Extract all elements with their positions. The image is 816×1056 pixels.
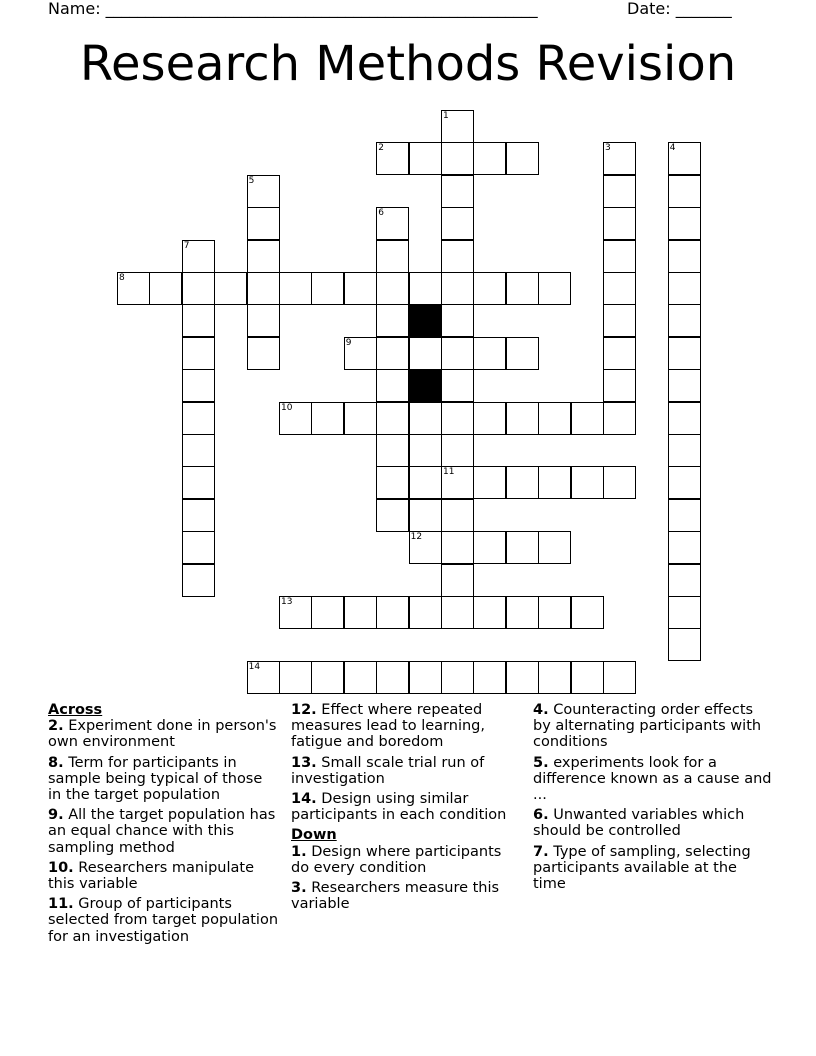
grid-cell[interactable] xyxy=(603,402,636,435)
grid-cell[interactable] xyxy=(506,337,539,370)
clue-number-10: 10 xyxy=(281,402,293,413)
grid-cell[interactable] xyxy=(506,596,539,629)
clue-number-13: 13 xyxy=(281,597,293,607)
grid-cell[interactable] xyxy=(603,240,636,273)
grid-cell[interactable] xyxy=(441,564,474,597)
grid-cell[interactable] xyxy=(538,661,571,694)
grid-cell[interactable] xyxy=(668,142,701,175)
grid-cell[interactable] xyxy=(441,304,474,337)
clue-across-13: 13. Small scale trial run of investigation xyxy=(291,754,485,787)
grid-cell[interactable] xyxy=(279,402,312,435)
clue-number-12: 12 xyxy=(410,532,423,543)
grid-cell[interactable] xyxy=(344,402,377,435)
grid-cell[interactable] xyxy=(409,402,442,435)
grid-cell[interactable] xyxy=(409,142,442,175)
grid-cell[interactable] xyxy=(279,661,312,694)
clue-across-14: 14. Design using similar participants in each condition xyxy=(291,791,507,824)
grid-cell[interactable] xyxy=(247,207,280,240)
grid-cell[interactable] xyxy=(668,240,701,273)
grid-cell[interactable] xyxy=(441,402,474,435)
grid-cell[interactable] xyxy=(247,272,280,305)
grid-cell[interactable] xyxy=(473,466,506,499)
grid-cell[interactable] xyxy=(506,402,539,435)
grid-cell[interactable] xyxy=(182,240,215,273)
grid-cell[interactable] xyxy=(668,337,701,370)
grid-cell[interactable] xyxy=(571,661,604,694)
grid-cell[interactable] xyxy=(441,369,474,402)
grid-cell[interactable] xyxy=(441,110,474,143)
grid-cell[interactable] xyxy=(344,337,377,370)
clue-column-3 xyxy=(533,702,773,896)
grid-cell[interactable] xyxy=(668,304,701,337)
grid-cell[interactable] xyxy=(571,466,604,499)
grid-cell[interactable] xyxy=(376,434,409,467)
grid-cell[interactable] xyxy=(441,661,474,694)
grid-cell[interactable] xyxy=(506,142,539,175)
grid-cell[interactable] xyxy=(409,531,442,564)
grid-cell[interactable] xyxy=(344,596,377,629)
grid-cell[interactable] xyxy=(214,272,247,305)
black-cell xyxy=(409,369,442,402)
clue-number-5: 5 xyxy=(248,175,255,186)
grid-cell[interactable] xyxy=(473,142,506,175)
grid-cell[interactable] xyxy=(473,402,506,435)
grid-cell[interactable] xyxy=(409,434,442,467)
grid-cell[interactable] xyxy=(603,369,636,402)
grid-cell[interactable] xyxy=(441,499,474,532)
grid-cell[interactable] xyxy=(441,240,474,273)
grid-cell[interactable] xyxy=(441,434,474,467)
grid-cell[interactable] xyxy=(376,337,409,370)
clue-down-5: 5. experiments look for a difference known as a cause and ... xyxy=(533,754,772,804)
grid-cell[interactable] xyxy=(376,661,409,694)
grid-cell[interactable] xyxy=(441,207,474,240)
grid-cell[interactable] xyxy=(506,661,539,694)
clue-number-11: 11 xyxy=(443,467,455,478)
grid-cell[interactable] xyxy=(441,175,474,208)
clue-number-2: 2 xyxy=(378,143,384,154)
grid-cell[interactable] xyxy=(668,369,701,402)
grid-cell[interactable] xyxy=(117,272,150,305)
clue-number-8: 8 xyxy=(119,273,125,283)
grid-cell[interactable] xyxy=(538,596,571,629)
grid-cell[interactable] xyxy=(668,207,701,240)
grid-cell[interactable] xyxy=(182,499,215,532)
grid-cell[interactable] xyxy=(376,240,409,273)
grid-cell[interactable] xyxy=(668,564,701,597)
clue-number-3: 3 xyxy=(605,143,611,154)
grid-cell[interactable] xyxy=(376,304,409,337)
grid-cell[interactable] xyxy=(538,531,571,564)
grid-cell[interactable] xyxy=(376,596,409,629)
grid-cell[interactable] xyxy=(538,402,571,435)
grid-cell[interactable] xyxy=(149,272,182,305)
grid-cell[interactable] xyxy=(668,466,701,499)
grid-cell[interactable] xyxy=(182,531,215,564)
grid-cell[interactable] xyxy=(506,466,539,499)
grid-cell[interactable] xyxy=(376,272,409,305)
grid-cell[interactable] xyxy=(441,272,474,305)
clue-number-6: 6 xyxy=(378,208,384,219)
clue-across-12: 12. Effect where repeated measures lead to learning, fatigue and boredom xyxy=(291,702,485,751)
clue-across-8: 8. Term for participants in sample being typical of those in the target population xyxy=(48,754,263,804)
grid-cell[interactable] xyxy=(182,564,215,597)
grid-cell[interactable] xyxy=(182,466,215,499)
grid-cell[interactable] xyxy=(571,402,604,435)
grid-cell[interactable] xyxy=(473,661,506,694)
grid-cell[interactable] xyxy=(247,240,280,273)
grid-cell[interactable] xyxy=(409,661,442,694)
grid-cell[interactable] xyxy=(473,337,506,370)
grid-cell[interactable] xyxy=(182,369,215,402)
grid-cell[interactable] xyxy=(441,466,474,499)
grid-cell[interactable] xyxy=(376,207,409,240)
grid-cell[interactable] xyxy=(247,661,280,694)
clue-number-4: 4 xyxy=(669,143,676,154)
grid-cell[interactable] xyxy=(376,142,409,175)
grid-cell[interactable] xyxy=(182,337,215,370)
down-heading: Down xyxy=(291,827,337,844)
across-heading: Across xyxy=(48,702,103,718)
clue-down-7: 7. Type of sampling, selecting participants available at the time xyxy=(533,843,751,893)
grid-cell[interactable] xyxy=(311,596,344,629)
name-field: Name: ______________________________________________________ xyxy=(48,0,538,18)
grid-cell[interactable] xyxy=(182,402,215,435)
clue-down-6: 6. Unwanted variables which should be controlled xyxy=(533,807,745,840)
clue-across-10: 10. Researchers manipulate this variable xyxy=(48,859,254,893)
grid-cell[interactable] xyxy=(668,499,701,532)
clue-down-4: 4. Counteracting order effects by alternating participants with conditions xyxy=(533,702,762,751)
grid-cell[interactable] xyxy=(668,596,701,629)
grid-cell[interactable] xyxy=(668,402,701,435)
grid-cell[interactable] xyxy=(603,142,636,175)
grid-cell[interactable] xyxy=(603,661,636,694)
grid-cell[interactable] xyxy=(668,531,701,564)
grid-cell[interactable] xyxy=(668,434,701,467)
grid-cell[interactable] xyxy=(182,272,215,305)
grid-cell[interactable] xyxy=(344,661,377,694)
grid-cell[interactable] xyxy=(409,466,442,499)
grid-cell[interactable] xyxy=(247,304,280,337)
clue-down-3: 3. Researchers measure this variable xyxy=(291,880,500,913)
grid-cell[interactable] xyxy=(279,596,312,629)
grid-cell[interactable] xyxy=(182,434,215,467)
grid-cell[interactable] xyxy=(311,661,344,694)
date-field: Date: _______ xyxy=(627,0,732,18)
grid-cell[interactable] xyxy=(603,337,636,370)
grid-cell[interactable] xyxy=(376,369,409,402)
clue-number-9: 9 xyxy=(345,337,352,348)
grid-cell[interactable] xyxy=(668,628,701,661)
grid-cell[interactable] xyxy=(441,337,474,370)
clue-down-1: 1. Design where participants do every condition xyxy=(291,843,502,876)
grid-cell[interactable] xyxy=(506,531,539,564)
grid-cell[interactable] xyxy=(376,499,409,532)
grid-cell[interactable] xyxy=(473,531,506,564)
grid-cell[interactable] xyxy=(409,499,442,532)
clue-across-9: 9. All the target population has an equal chance with this sampling method xyxy=(48,807,276,856)
clue-across-2: 2. Experiment done in person's own environment xyxy=(48,718,277,751)
grid-cell[interactable] xyxy=(344,272,377,305)
clue-across-11: 11. Group of participants selected from target population for an investigation xyxy=(48,896,279,945)
grid-cell[interactable] xyxy=(571,596,604,629)
grid-cell[interactable] xyxy=(441,531,474,564)
grid-cell[interactable] xyxy=(603,175,636,208)
clue-number-14: 14 xyxy=(248,661,261,672)
grid-cell[interactable] xyxy=(279,272,312,305)
clue-number-1: 1 xyxy=(443,111,449,121)
grid-cell[interactable] xyxy=(441,142,474,175)
grid-cell[interactable] xyxy=(247,337,280,370)
grid-cell[interactable] xyxy=(311,402,344,435)
grid-cell[interactable] xyxy=(603,304,636,337)
grid-cell[interactable] xyxy=(311,272,344,305)
grid-cell[interactable] xyxy=(603,466,636,499)
black-cell xyxy=(409,304,442,337)
grid-cell[interactable] xyxy=(668,272,701,305)
clue-number-7: 7 xyxy=(183,240,190,251)
grid-cell[interactable] xyxy=(441,596,474,629)
clue-column-1 xyxy=(48,702,280,949)
grid-cell[interactable] xyxy=(409,596,442,629)
grid-cell[interactable] xyxy=(506,272,539,305)
grid-cell[interactable] xyxy=(409,337,442,370)
grid-cell[interactable] xyxy=(409,272,442,305)
page-title: Research Methods Revision xyxy=(79,36,737,92)
grid-cell[interactable] xyxy=(603,272,636,305)
grid-cell[interactable] xyxy=(473,596,506,629)
grid-cell[interactable] xyxy=(182,304,215,337)
grid-cell[interactable] xyxy=(668,175,701,208)
grid-cell[interactable] xyxy=(376,466,409,499)
grid-cell[interactable] xyxy=(603,207,636,240)
grid-cell[interactable] xyxy=(473,272,506,305)
grid-cell[interactable] xyxy=(376,402,409,435)
grid-cell[interactable] xyxy=(538,272,571,305)
grid-cell[interactable] xyxy=(538,466,571,499)
grid-cell[interactable] xyxy=(247,175,280,208)
clue-column-2 xyxy=(291,702,523,916)
